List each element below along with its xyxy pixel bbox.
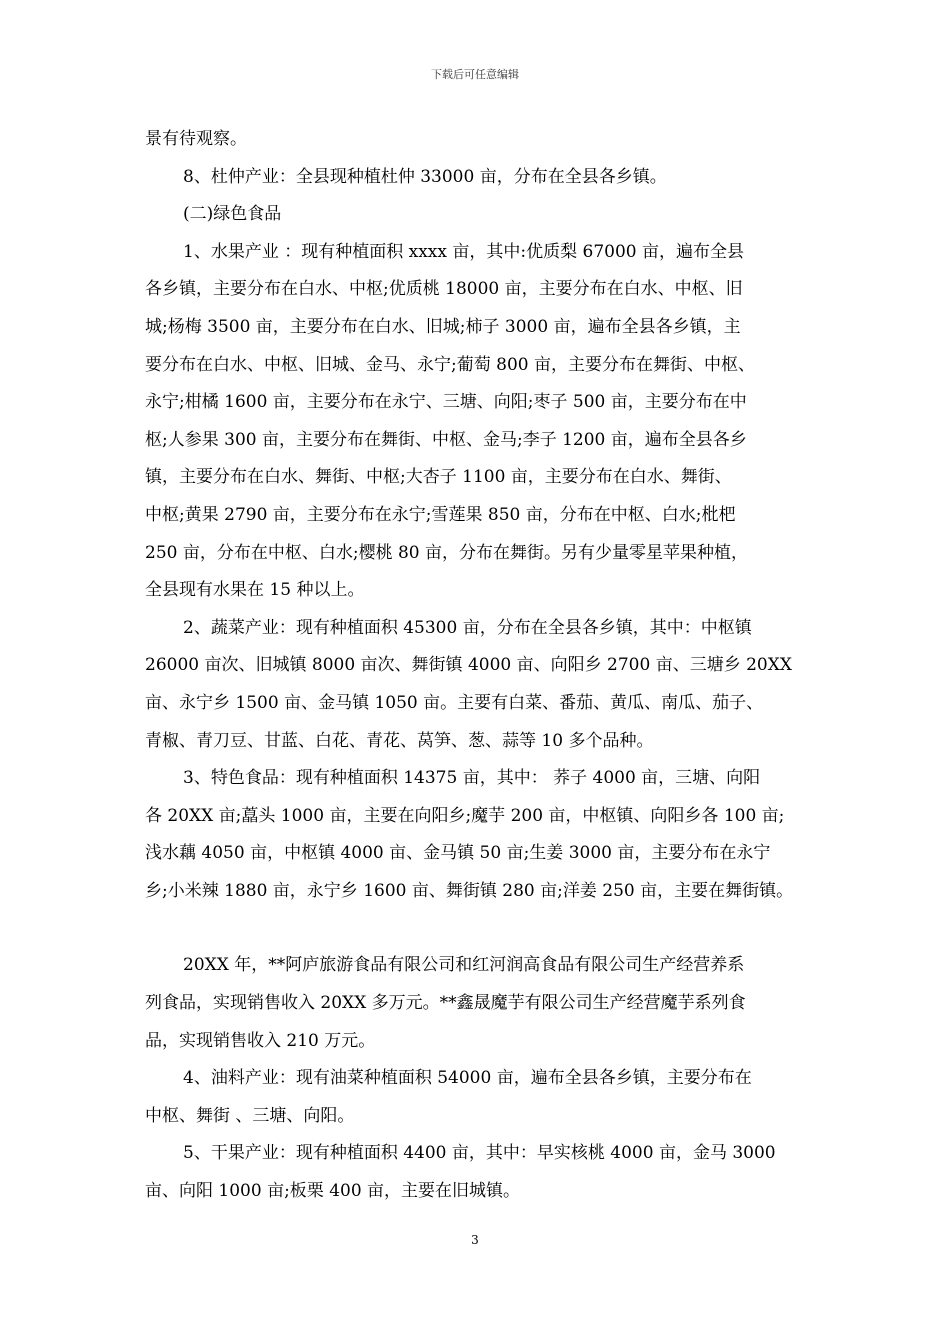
text-line: 中枢、舞街 、三塘、向阳。 [145, 1105, 355, 1126]
section-heading: (二)绿色食品 [183, 204, 282, 225]
text-line: 20XX 年，**阿庐旅游食品有限公司和红河润高食品有限公司生产经营养系 [183, 955, 745, 976]
text-line: 亩、永宁乡 1500 亩、金马镇 1050 亩。主要有白菜、番茄、黄瓜、南瓜、茄子、 [145, 692, 764, 713]
text-line: 城;杨梅 3500 亩，主要分布在白水、旧城;柿子 3000 亩，遍布全县各乡镇，主 [145, 316, 741, 337]
text-line: 1、水果产业 ：现有种植面积 xxxx 亩，其中:优质梨 67000 亩，遍布全县 [183, 241, 744, 262]
text-line: 3、特色食品：现有种植面积 14375 亩，其中： 荞子 4000 亩，三塘、向阳 [183, 768, 761, 789]
text-line: 亩、向阳 1000 亩;板栗 400 亩，主要在旧城镇。 [145, 1181, 521, 1202]
text-line: 列食品，实现销售收入 20XX 多万元。**鑫晟魔芋有限公司生产经营魔芋系列食 [145, 993, 746, 1014]
text-line: 青椒、青刀豆、甘蓝、白花、青花、莴笋、葱、蒜等 10 多个品种。 [145, 730, 654, 751]
text-line: 各乡镇，主要分布在白水、中枢;优质桃 18000 亩，主要分布在白水、中枢、旧 [145, 279, 743, 300]
text-line: 各 20XX 亩;藠头 1000 亩，主要在向阳乡;魔芋 200 亩，中枢镇、向阳乡各 100 亩; [145, 805, 785, 826]
text-line: 中枢;黄果 2790 亩，主要分布在永宁;雪莲果 850 亩，分布在中枢、白水;枇杷 [145, 504, 736, 525]
text-line: 乡;小米辣 1880 亩，永宁乡 1600 亩、舞街镇 280 亩;洋姜 250 亩，主要在舞街镇。 [145, 880, 794, 901]
text-line: 2、蔬菜产业：现有种植面积 45300 亩，分布在全县各乡镇，其中：中枢镇 [183, 617, 752, 638]
paragraph-gap [145, 910, 815, 947]
text-line: 250 亩，分布在中枢、白水;樱桃 80 亩，分布在舞街。另有少量零星苹果种植， [145, 542, 749, 563]
text-line: 镇，主要分布在白水、舞街、中枢;大杏子 1100 亩，主要分布在白水、舞街、 [145, 467, 732, 488]
text-line: 要分布在白水、中枢、旧城、金马、永宁;葡萄 800 亩，主要分布在舞街、中枢、 [145, 354, 755, 375]
text-line: 浅水藕 4050 亩，中枢镇 4000 亩、金马镇 50 亩;生姜 3000 亩，主要分布在永宁 [145, 843, 771, 864]
text-line: 4、油料产业：现有油菜种植面积 54000 亩，遍布全县各乡镇，主要分布在 [183, 1068, 752, 1089]
text-line: 景有待观察。 [145, 129, 247, 149]
page-number: 3 [471, 1233, 479, 1247]
page-header: 下载后可任意编辑 [431, 68, 519, 81]
text-line: 全县现有水果在 15 种以上。 [145, 580, 365, 601]
text-line: 8、杜仲产业：全县现种植杜仲 33000 亩，分布在全县各乡镇。 [183, 166, 667, 187]
text-line: 5、干果产业：现有种植面积 4400 亩，其中：早实核桃 4000 亩，金马 3000 [183, 1143, 776, 1164]
text-line: 枢;人参果 300 亩，主要分布在舞街、中枢、金马;李子 1200 亩，遍布全县各乡 [145, 429, 747, 450]
text-line: 品，实现销售收入 210 万元。 [145, 1030, 376, 1051]
text-line: 26000 亩次、旧城镇 8000 亩次、舞街镇 4000 亩、向阳乡 2700 亩、三塘乡 20XX [145, 655, 792, 676]
text-line: 永宁;柑橘 1600 亩，主要分布在永宁、三塘、向阳;枣子 500 亩，主要分布在中 [145, 392, 747, 413]
document-body [145, 121, 815, 1211]
